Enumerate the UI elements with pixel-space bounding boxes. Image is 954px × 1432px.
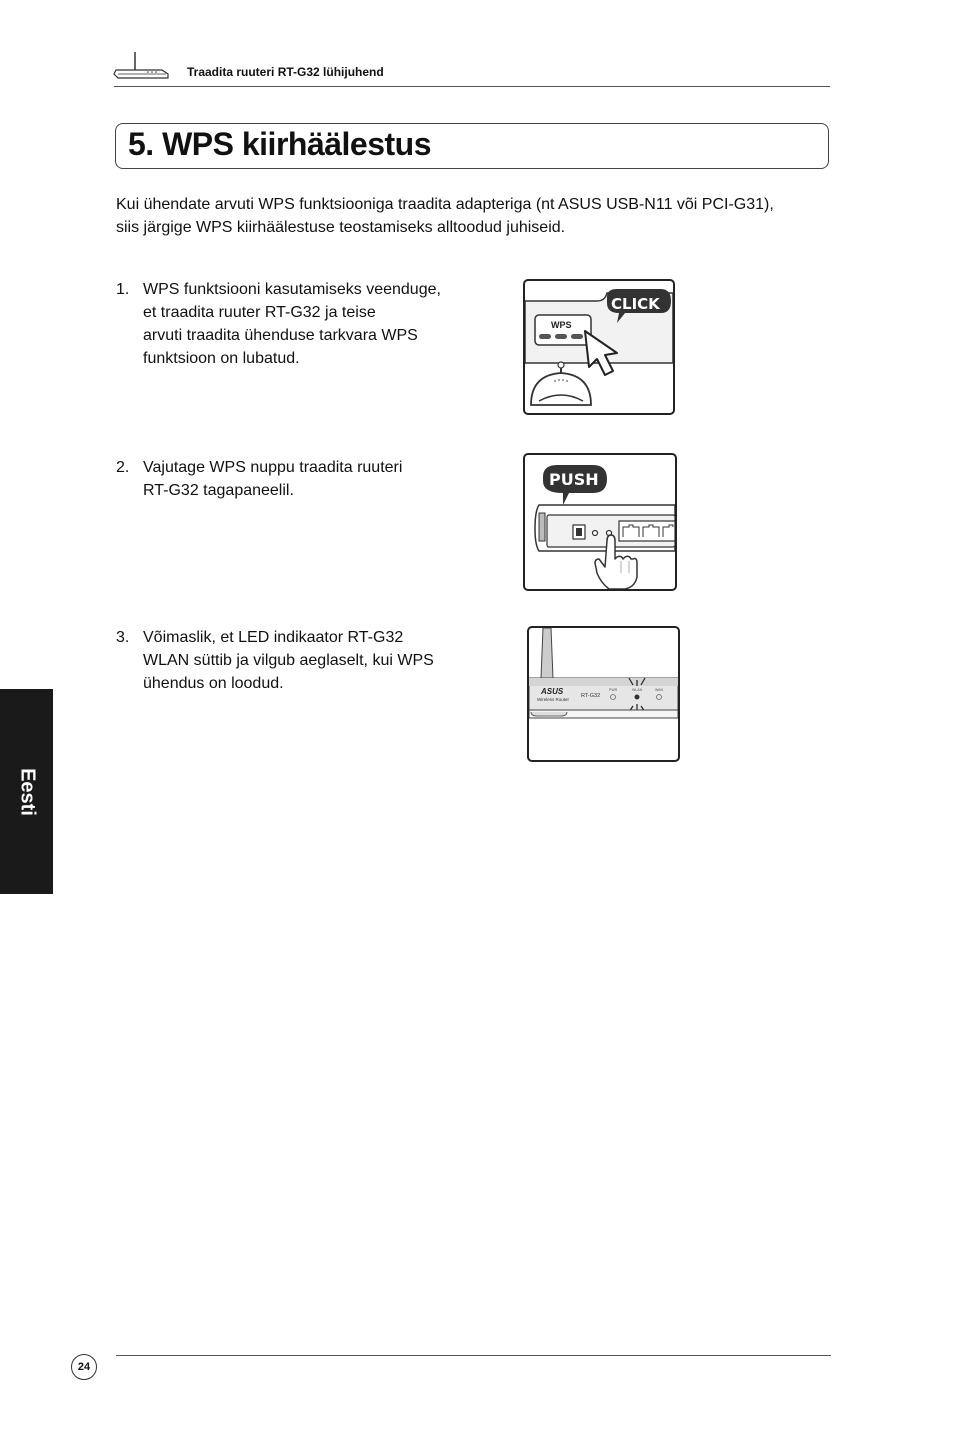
wps-button-label: WPS <box>551 320 572 330</box>
led-label-pwr: PWR <box>609 688 618 692</box>
router-led-illustration <box>527 626 680 762</box>
click-wps-illustration <box>523 279 675 415</box>
side-tab-label: Eesti <box>16 767 38 816</box>
push-button-icon <box>525 455 675 589</box>
step-text <box>143 456 402 502</box>
router-brand-sub: Wireless Router <box>537 697 570 702</box>
step-number: 3. <box>116 629 130 646</box>
step-number: 1. <box>116 281 130 298</box>
step-line: WPS funktsiooni kasutamiseks veenduge, <box>143 281 441 298</box>
header-divider <box>114 86 830 87</box>
step-text <box>143 278 441 370</box>
router-model: RT-G32 <box>581 693 601 699</box>
router-icon <box>112 50 176 80</box>
step-line: RT-G32 tagapaneelil. <box>143 482 294 499</box>
footer-divider <box>116 1355 831 1356</box>
page-number: 24 <box>71 1354 97 1380</box>
step-line: et traadita ruuter RT-G32 ja teise <box>143 304 376 321</box>
step-line: Vajutage WPS nuppu traadita ruuteri <box>143 459 403 476</box>
intro-line: Kui ühendate arvuti WPS funktsiooniga traadita adapteriga (nt ASUS USB-N11 või PCI-G31), <box>116 196 774 213</box>
step-number: 2. <box>116 459 130 476</box>
router-led-icon <box>529 628 678 760</box>
step-line: arvuti traadita ühenduse tarkvara WPS <box>143 327 418 344</box>
language-side-tab <box>0 689 53 894</box>
push-bubble-text: PUSH <box>549 470 599 489</box>
step-text <box>143 626 434 695</box>
step-line: funktsioon on lubatud. <box>143 350 300 367</box>
step-line: Võimaslik, et LED indikaator RT-G32 <box>143 629 404 646</box>
led-label-wlan: WLAN <box>632 688 643 692</box>
intro-paragraph <box>116 193 836 239</box>
click-wps-button-icon <box>525 281 673 413</box>
click-bubble-text: CLICK <box>611 295 660 313</box>
section-title: 5. WPS kiirhäälestus <box>128 126 432 162</box>
led-label-wan: WAN <box>655 688 664 692</box>
push-wps-illustration <box>523 453 677 591</box>
step-line: ühendus on loodud. <box>143 675 284 692</box>
router-brand: ASUS <box>541 687 564 696</box>
header-title: Traadita ruuteri RT-G32 lühijuhend <box>187 65 384 79</box>
section-title-box <box>115 123 829 169</box>
intro-line: siis järgige WPS kiirhäälestuse teostamiseks alltoodud juhiseid. <box>116 219 566 236</box>
step-line: WLAN süttib ja vilgub aeglaselt, kui WPS <box>143 652 434 669</box>
